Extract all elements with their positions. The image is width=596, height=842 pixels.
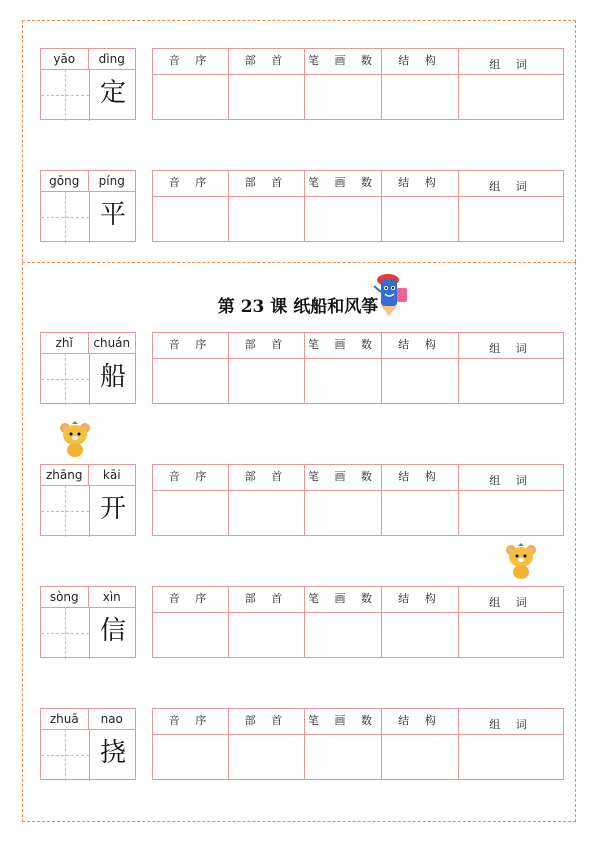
pinyin-1: sòng [41, 587, 89, 607]
hanzi-char: 挠 [99, 738, 126, 768]
writing-cell-char [89, 729, 137, 781]
char-info-table [152, 586, 564, 658]
answer-cell[interactable] [229, 359, 305, 403]
hanzi-char: 定 [99, 78, 126, 108]
pinyin-row [41, 587, 135, 608]
answer-cell[interactable] [382, 197, 459, 241]
answer-cell[interactable] [305, 197, 382, 241]
pencil-mascot-icon [368, 270, 414, 318]
header-bihuashu: 笔 画 数 [305, 709, 382, 735]
word-row [40, 48, 564, 122]
header-bihuashu: 笔 画 数 [305, 49, 382, 75]
pinyin-row [41, 333, 135, 354]
writing-cell-empty[interactable] [41, 353, 90, 405]
answer-cell[interactable] [459, 613, 563, 657]
header-yinxu: 音 序 [153, 333, 229, 359]
pinyin-1: yǎo [41, 49, 89, 69]
bear-mascot-icon [504, 542, 538, 580]
answer-cell[interactable] [153, 491, 229, 535]
answer-cell[interactable] [382, 359, 459, 403]
tianzi-grid [40, 332, 136, 404]
header-jiegou: 结 构 [382, 49, 459, 75]
answer-cell[interactable] [229, 197, 305, 241]
answer-cell[interactable] [382, 75, 459, 119]
pinyin-2: píng [98, 174, 125, 188]
answer-cell[interactable] [229, 735, 305, 779]
answer-cell[interactable] [153, 75, 229, 119]
writing-cell-empty[interactable] [41, 607, 90, 659]
bear-mascot-icon [58, 420, 92, 458]
header-jiegou: 结 构 [382, 333, 459, 359]
pinyin-row [41, 465, 135, 486]
pinyin-2: dìng [98, 52, 125, 66]
writing-cell-char [89, 607, 137, 659]
header-zuci: 组 词 [459, 171, 563, 197]
header-bihuashu: 笔 画 数 [305, 333, 382, 359]
writing-cell-empty[interactable] [41, 69, 90, 121]
word-row [40, 708, 564, 782]
answer-cell[interactable] [153, 359, 229, 403]
word-row [40, 332, 564, 406]
lesson-title: 第 23 课 纸船和风筝 [217, 297, 379, 317]
answer-cell[interactable] [459, 75, 563, 119]
tianzi-grid [40, 464, 136, 536]
writing-cell-empty[interactable] [41, 191, 90, 243]
hanzi-char: 开 [99, 494, 126, 524]
header-jiegou: 结 构 [382, 587, 459, 613]
answer-cell[interactable] [305, 735, 382, 779]
header-bihuashu: 笔 画 数 [305, 171, 382, 197]
header-bushou: 部 首 [229, 333, 305, 359]
header-yinxu: 音 序 [153, 587, 229, 613]
header-bushou: 部 首 [229, 587, 305, 613]
answer-cell[interactable] [153, 613, 229, 657]
answer-cell[interactable] [305, 491, 382, 535]
char-info-table [152, 332, 564, 404]
answer-cell[interactable] [153, 735, 229, 779]
header-bushou: 部 首 [229, 49, 305, 75]
header-bihuashu: 笔 画 数 [305, 465, 382, 491]
answer-cell[interactable] [459, 359, 563, 403]
answer-cell[interactable] [229, 75, 305, 119]
header-yinxu: 音 序 [153, 49, 229, 75]
char-info-table [152, 708, 564, 780]
tianzi-grid [40, 708, 136, 780]
answer-cell[interactable] [305, 613, 382, 657]
pinyin-1: zhāng [41, 465, 89, 485]
pinyin-2: xìn [102, 590, 121, 604]
writing-cell-char [89, 485, 137, 537]
answer-cell[interactable] [153, 197, 229, 241]
char-info-table [152, 464, 564, 536]
writing-cell-empty[interactable] [41, 729, 90, 781]
pinyin-1: zhuā [41, 709, 89, 729]
pinyin-1: gōng [41, 171, 89, 191]
writing-cell-char [89, 69, 137, 121]
tianzi-grid [40, 586, 136, 658]
answer-cell[interactable] [229, 613, 305, 657]
header-yinxu: 音 序 [153, 709, 229, 735]
word-row [40, 170, 564, 244]
hanzi-char: 平 [99, 200, 126, 230]
writing-cell-char [89, 353, 137, 405]
header-yinxu: 音 序 [153, 465, 229, 491]
answer-cell[interactable] [305, 359, 382, 403]
header-zuci: 组 词 [459, 333, 563, 359]
writing-cell-empty[interactable] [41, 485, 90, 537]
answer-cell[interactable] [305, 75, 382, 119]
answer-cell[interactable] [382, 491, 459, 535]
pinyin-2: chuán [93, 336, 131, 350]
pinyin-row [41, 171, 135, 192]
answer-cell[interactable] [382, 613, 459, 657]
header-jiegou: 结 构 [382, 465, 459, 491]
header-bushou: 部 首 [229, 465, 305, 491]
hanzi-char: 船 [99, 362, 126, 392]
char-info-table [152, 48, 564, 120]
word-row [40, 464, 564, 538]
pinyin-1: zhǐ [41, 333, 89, 353]
answer-cell[interactable] [459, 491, 563, 535]
hanzi-char: 信 [99, 616, 126, 646]
header-bushou: 部 首 [229, 171, 305, 197]
header-zuci: 组 词 [459, 587, 563, 613]
pinyin-2: nao [100, 712, 123, 726]
header-zuci: 组 词 [459, 49, 563, 75]
pinyin-row [41, 709, 135, 730]
answer-cell[interactable] [382, 735, 459, 779]
writing-cell-char [89, 191, 137, 243]
tianzi-grid [40, 48, 136, 120]
answer-cell[interactable] [459, 735, 563, 779]
header-bihuashu: 笔 画 数 [305, 587, 382, 613]
word-row [40, 586, 564, 660]
pinyin-row [41, 49, 135, 70]
header-jiegou: 结 构 [382, 171, 459, 197]
header-yinxu: 音 序 [153, 171, 229, 197]
char-info-table [152, 170, 564, 242]
tianzi-grid [40, 170, 136, 242]
answer-cell[interactable] [229, 491, 305, 535]
header-zuci: 组 词 [459, 465, 563, 491]
pinyin-2: kāi [102, 468, 121, 482]
header-bushou: 部 首 [229, 709, 305, 735]
header-zuci: 组 词 [459, 709, 563, 735]
header-jiegou: 结 构 [382, 709, 459, 735]
answer-cell[interactable] [459, 197, 563, 241]
